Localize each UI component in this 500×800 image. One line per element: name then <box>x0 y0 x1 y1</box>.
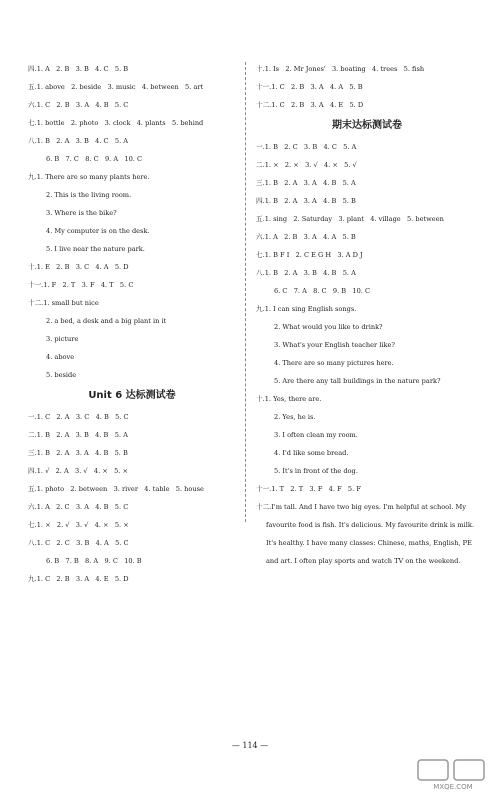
answer-line: 3. picture <box>46 335 79 343</box>
answer-line: 3. I often clean my room. <box>274 431 358 439</box>
answer-line: 八.1. B 2. A 3. B 4. B 5. A <box>256 269 356 277</box>
answer-line: 九.1. C 2. B 3. A 4. E 5. D <box>28 575 129 583</box>
column-divider <box>245 62 246 522</box>
answer-line: 九.1. I can sing English songs. <box>256 305 357 313</box>
answer-line: 九.1. There are so many plants here. <box>28 173 150 181</box>
answer-line: 2. What would you like to drink? <box>274 323 383 331</box>
answer-line: 二.1. B 2. A 3. B 4. B 5. A <box>28 431 128 439</box>
section-heading: 期末达标测试卷 <box>332 120 402 131</box>
answer-line: 十二.1. C 2. B 3. A 4. E 5. D <box>256 101 364 109</box>
answer-line: 五.1. sing 2. Saturday 3. plant 4. village 5. between <box>256 215 444 223</box>
answer-line: 十.1. Yes, there are. <box>256 395 322 403</box>
answer-line: 十二.I'm tall. And I have two big eyes. I'm helpful at school. My <box>256 503 466 511</box>
answer-line: 六.1. A 2. B 3. A 4. A 5. B <box>256 233 356 241</box>
answer-paragraph: favourite food is fish. It's delicious. My favourite drink is milk. It's healthy. I have many classes: Chinese, maths, English, PE and art. I often play sports and watch TV on the weekend. <box>266 521 474 565</box>
answer-line: 4. above <box>46 353 75 361</box>
section-heading: Unit 6 达标测试卷 <box>88 390 176 401</box>
answer-line: 十一.1. C 2. B 3. A 4. A 5. B <box>256 83 363 91</box>
answer-line: 3. What's your English teacher like? <box>274 341 395 349</box>
watermark-logo <box>416 758 490 792</box>
answer-line: 一.1. B 2. C 3. B 4. C 5. A <box>256 143 357 151</box>
answer-line: 十.1. E 2. B 3. C 4. A 5. D <box>28 263 129 271</box>
answer-line: 七.1. × 2. √ 3. √ 4. × 5. × <box>28 521 129 529</box>
answer-line: 四.1. √ 2. A 3. √ 4. × 5. × <box>28 467 128 475</box>
answer-line: 6. C 7. A 8. C 9. B 10. C <box>274 287 371 295</box>
answer-line: 十二.1. small but nice <box>28 299 99 307</box>
answer-line: 4. I'd like some bread. <box>274 449 349 457</box>
answer-line: 3. Where is the bike? <box>46 209 117 217</box>
answer-line: 2. This is the living room. <box>46 191 132 199</box>
answer-line: 八.1. B 2. A 3. B 4. C 5. A <box>28 137 129 145</box>
answer-line: 一.1. C 2. A 3. C 4. B 5. C <box>28 413 129 421</box>
answer-line: 三.1. B 2. A 3. A 4. B 5. B <box>28 449 128 457</box>
answer-line: 四.1. A 2. B 3. B 4. C 5. B <box>28 65 129 73</box>
answer-line: 六.1. A 2. C 3. A 4. B 5. C <box>28 503 129 511</box>
answer-line: 七.1. bottle 2. photo 3. clock 4. plants 5. behind <box>28 119 204 127</box>
answer-line: 4. My computer is on the desk. <box>46 227 150 235</box>
answer-line: 四.1. B 2. A 3. A 4. B 5. B <box>256 197 356 205</box>
answer-line: 十一.1. T 2. T 3. F 4. F 5. F <box>256 485 361 493</box>
left-column <box>28 60 236 588</box>
answer-line: 五.1. photo 2. between 3. river 4. table 5. house <box>28 485 204 493</box>
page-number: — 114 — <box>231 741 269 750</box>
answer-line: 5. It's in front of the dog. <box>274 467 358 475</box>
answer-line: 十.1. Is 2. Mr Jones' 3. boating 4. trees 5. fish <box>256 65 425 73</box>
answer-line: 2. Yes, he is. <box>274 413 316 421</box>
right-column <box>256 60 478 570</box>
answer-line: 三.1. B 2. A 3. A 4. B 5. A <box>256 179 356 187</box>
answer-line: 六.1. C 2. B 3. A 4. B 5. C <box>28 101 129 109</box>
answer-line: 6. B 7. B 8. A 9. C 10. B <box>46 557 142 565</box>
answer-line: 五.1. above 2. beside 3. music 4. between 5. art <box>28 83 204 91</box>
answer-line: 4. There are so many pictures here. <box>274 359 394 367</box>
svg-text:MXQE.COM: MXQE.COM <box>433 783 473 791</box>
answer-line: 十一.1. F 2. T 3. F 4. T 5. C <box>28 281 134 289</box>
answer-line: 二.1. × 2. × 3. √ 4. × 5. √ <box>256 161 357 169</box>
answer-line: 5. Are there any tall buildings in the nature park? <box>274 377 441 385</box>
answer-line: 七.1. B F I 2. C E G H 3. A D J <box>256 251 363 259</box>
answer-line: 6. B 7. C 8. C 9. A 10. C <box>46 155 143 163</box>
answer-line: 八.1. C 2. C 3. B 4. A 5. C <box>28 539 129 547</box>
answer-line: 5. I live near the nature park. <box>46 245 145 253</box>
answer-line: 5. beside <box>46 371 77 379</box>
answer-line: 2. a bed, a desk and a big plant in it <box>46 317 167 325</box>
